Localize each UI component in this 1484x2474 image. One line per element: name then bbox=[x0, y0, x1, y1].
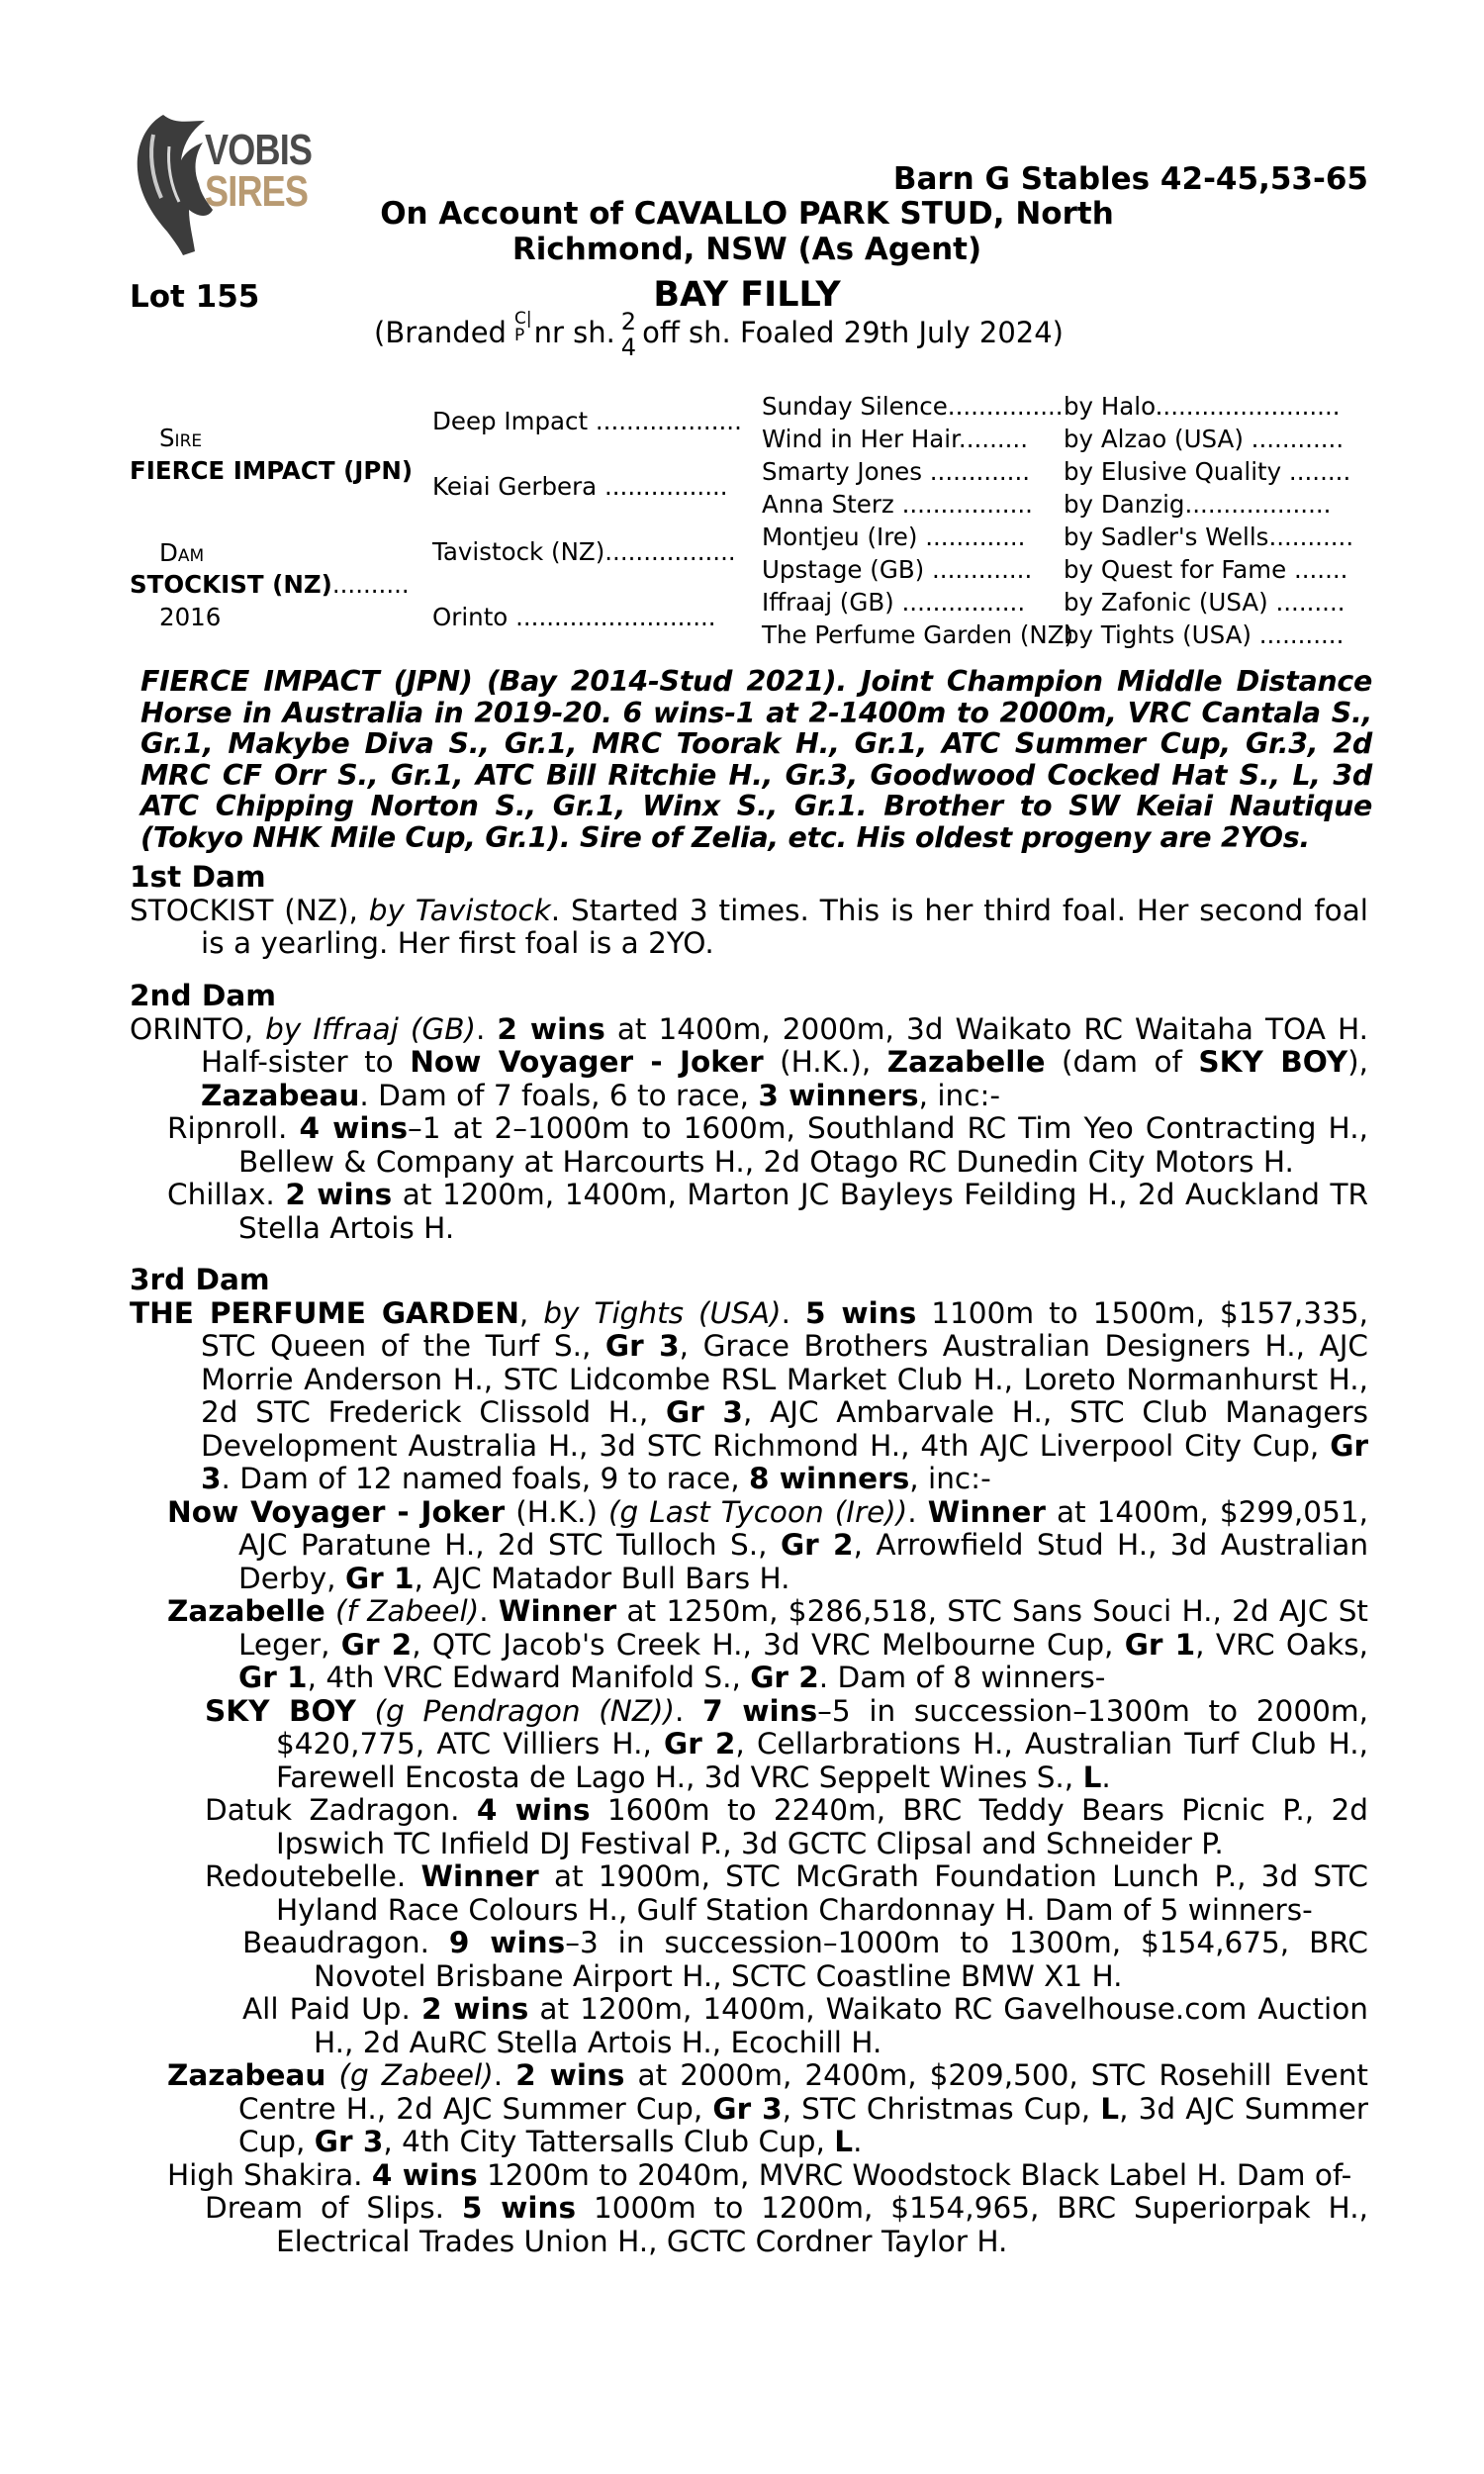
g3: Smarty Jones bbox=[762, 457, 922, 486]
first-dam-desc: . Started 3 times. This is her third foal. Her second foal is a yearling. Her first foal is a 2YO. bbox=[201, 893, 1368, 960]
t: at 1200m, 1400m, Waikato RC Gavelhouse.com Auction H., 2d AuRC Stella Artois H., Ecochill H. bbox=[314, 1992, 1368, 2059]
n: Chillax. bbox=[167, 1178, 286, 1211]
g4b: by Danzig bbox=[1064, 490, 1185, 519]
i: (g Pendragon (NZ)) bbox=[374, 1693, 676, 1728]
account-of: On Account of CAVALLO PARK STUD, North Richmond, NSW (As Agent) bbox=[380, 196, 1114, 267]
g3-4-by: by Danzig................... bbox=[1064, 490, 1332, 519]
t: , 4th VRC Edward Manifold S., bbox=[307, 1661, 751, 1694]
b: Gr 3 bbox=[604, 1329, 680, 1363]
g2b: by Alzao (USA) bbox=[1064, 425, 1244, 453]
b: SKY BOY bbox=[1198, 1045, 1348, 1079]
g6: Upstage (GB) bbox=[762, 555, 925, 584]
logo-text-sires: SIRES bbox=[205, 167, 309, 216]
t: (H.K.), bbox=[763, 1045, 887, 1079]
sire-name: FIERCE IMPACT (JPN) bbox=[130, 456, 414, 485]
b: Gr 3 bbox=[665, 1395, 743, 1429]
g7b: by Zafonic (USA) bbox=[1064, 588, 1268, 617]
dam-year: 2016 bbox=[159, 603, 222, 631]
b: Winner bbox=[927, 1494, 1046, 1529]
t: , inc:- bbox=[909, 1462, 991, 1495]
n: Beaudragon. bbox=[242, 1926, 449, 1959]
b: 3 winners bbox=[758, 1078, 919, 1112]
third-dam-text: THE PERFUME GARDEN, by Tights (USA). 5 wins 1100m to 1500m, $157,335, STC Queen of the Turf S., Gr 3, Grace Brothers Australian Designers H., AJC Morrie Anderson H., STC Lidcombe RSL Market Club H., Loreto Normanhurst H., 2d STC Frederick Clissold H., Gr 3, AJC Ambarvale H., STC Club Managers Development Australia H., 3d STC Richmond H., 4th AJC Liverpool City Cup, Gr 3. Dam of 12 named foals, 9 to race, 8 winners, inc:- bbox=[130, 1295, 1369, 1495]
n: All Paid Up. bbox=[242, 1992, 421, 2026]
brand-pre: (Branded bbox=[374, 316, 507, 349]
g3-3-by: by Elusive Quality ........ bbox=[1064, 457, 1351, 486]
progeny-ripnroll bbox=[130, 1112, 1368, 1179]
g4: Anna Sterz bbox=[762, 490, 894, 519]
b: 5 wins bbox=[461, 2191, 577, 2225]
pedigree-table bbox=[0, 0, 1484, 693]
t: , Arrowfield Stud H., 3d Australian Derby, bbox=[238, 1528, 1369, 1595]
g3b: by Elusive Quality bbox=[1064, 457, 1282, 486]
t: (dam of bbox=[1045, 1045, 1199, 1079]
first-dam-heading: 1st Dam bbox=[130, 860, 266, 894]
n: Ripnroll. bbox=[167, 1111, 300, 1145]
g3-5-by: by Sadler's Wells........... bbox=[1064, 523, 1354, 551]
b: Gr 3 bbox=[314, 2125, 384, 2158]
b: Gr 2 bbox=[340, 1627, 413, 1662]
g2: Wind in Her Hair bbox=[762, 425, 959, 453]
b: 4 wins bbox=[371, 2157, 478, 2192]
b: Zazabelle bbox=[886, 1045, 1046, 1079]
t: 1600m to 2240m, BRC Teddy Bears Picnic P., 2d Ipswich TC Infield DJ Festival P., 3d GCTC Clipsal and Schneider P. bbox=[276, 1793, 1368, 1860]
b: 2 wins bbox=[285, 1178, 393, 1211]
first-dam-by: by Tavistock bbox=[368, 893, 551, 927]
n: High Shakira. bbox=[167, 2157, 372, 2192]
t: , QTC Jacob's Creek H., 3d VRC Melbourne Cup, bbox=[412, 1627, 1125, 1662]
t: –5 in succession–1300m to 2000m, $420,775, ATC Villiers H., bbox=[276, 1693, 1368, 1760]
n: Now Voyager - Joker bbox=[167, 1494, 506, 1529]
dam-label: Dam bbox=[159, 538, 205, 567]
n: Dream of Slips. bbox=[205, 2191, 462, 2225]
progeny-sky-boy: SKY BOY (g Pendragon (NZ)). 7 wins–5 in succession–1300m to 2000m, $420,775, ATC Villiers H., Gr 2, Cellarbrations H., Australian Turf Club H., Farewell Encosta de Lago H., 3d VRC Seppelt Wines S., L. bbox=[205, 1693, 1369, 1794]
progeny-chillax bbox=[130, 1179, 1368, 1245]
g3-7-by: by Zafonic (USA) ......... bbox=[1064, 588, 1345, 617]
t: at 1400m, $299,051, AJC Paratune H., 2d STC Tulloch S., bbox=[238, 1494, 1368, 1562]
t: . Dam of 8 winners- bbox=[818, 1661, 1106, 1694]
logo-text-vobis: VOBIS bbox=[205, 126, 313, 174]
g3-8 bbox=[762, 620, 1073, 650]
t: 1000m to 1200m, $154,965, BRC Superiorpak H., Electrical Trades Union H., GCTC Cordner Taylor H. bbox=[276, 2191, 1368, 2258]
b: L bbox=[1100, 2091, 1120, 2126]
dam-sire-name: Tavistock (NZ) bbox=[432, 537, 605, 566]
third-dam-name: THE PERFUME GARDEN bbox=[130, 1295, 519, 1330]
lot-number: Lot 155 bbox=[130, 279, 260, 315]
progeny-high-shakira bbox=[130, 2159, 1368, 2193]
n: Datuk Zadragon. bbox=[205, 1793, 477, 1827]
second-dam-section bbox=[130, 980, 1368, 1245]
barn-stables: Barn G Stables 42-45,53-65 bbox=[892, 161, 1368, 197]
g3-6-by: by Quest for Fame ....... bbox=[1064, 555, 1348, 584]
t: , AJC Ambarvale H., STC Club Managers Development Australia H., 3d STC Richmond H., 4th AJC Liverpool City Cup, bbox=[201, 1395, 1369, 1463]
b: Gr 1 bbox=[1124, 1627, 1196, 1662]
g5b: by Sadler's Wells bbox=[1064, 523, 1269, 551]
progeny-beaudragon bbox=[130, 1927, 1368, 1993]
first-dam-section bbox=[130, 861, 1368, 961]
dam-dam: Orinto .......................... bbox=[432, 603, 716, 631]
t: at 1200m, 1400m, Marton JC Bayleys Feilding H., 2d Auckland TR Stella Artois H. bbox=[238, 1178, 1368, 1245]
sire-description: FIERCE IMPACT (JPN) (Bay 2014-Stud 2021). Joint Champion Middle Distance Horse in Australia in 2019-20. 6 wins-1 at 2-1400m to 2000m, VRC Cantala S., Gr.1, Makybe Diva S., Gr.1, MRC Toorak H., Gr.1, ATC Summer Cup, Gr.3, 2d MRC CF Orr S., Gr.1, ATC Bill Ritchie H., Gr.3, Goodwood Cocked Hat S., L, 3d ATC Chipping Norton S., Gr.1, Winx S., Gr.1. Brother to SW Keiai Nautique (Tokyo NHK Mile Cup, Gr.1). Sire of Zelia, etc. His oldest progeny are 2YOs. bbox=[140, 665, 1372, 854]
sire-dam-name: Keiai Gerbera bbox=[432, 472, 598, 501]
n: Zazabeau bbox=[167, 2058, 326, 2092]
dam-line: STOCKIST (NZ).......... bbox=[130, 570, 410, 599]
sire-sire: Deep Impact ................... bbox=[432, 407, 742, 435]
g8b: by Tights (USA) bbox=[1064, 620, 1252, 649]
g3-1: Sunday Silence............... bbox=[762, 392, 1064, 421]
b: 2 wins bbox=[497, 1011, 605, 1046]
g3-6: Upstage (GB) ............. bbox=[762, 555, 1033, 584]
first-dam-name: STOCKIST (NZ), bbox=[130, 893, 369, 927]
dam-name: STOCKIST (NZ) bbox=[130, 570, 332, 599]
t: –3 in succession–1000m to 1300m, $154,675, BRC Novotel Brisbane Airport H., SCTC Coastline BMW X1 H. bbox=[314, 1926, 1368, 1993]
t: at 1900m, STC McGrath Foundation Lunch P., 3d STC Hyland Race Colours H., Gulf Station Chardonnay H. Dam of 5 winners- bbox=[276, 1859, 1368, 1927]
b: Gr 2 bbox=[664, 1727, 736, 1760]
progeny-now-voyager: Now Voyager - Joker (H.K.) (g Last Tycoon (Ire)). Winner at 1400m, $299,051, AJC Paratune H., 2d STC Tulloch S., Gr 2, Arrowfield Stud H., 3d Australian Derby, Gr 1, AJC Matador Bull Bars H. bbox=[167, 1494, 1369, 1595]
g3-2: Wind in Her Hair......... bbox=[762, 425, 1029, 453]
n: Redoutebelle. bbox=[205, 1859, 421, 1893]
t: . bbox=[1101, 1760, 1111, 1794]
t: , STC Christmas Cup, bbox=[782, 2091, 1101, 2126]
b: Gr 2 bbox=[750, 1661, 819, 1694]
t: (H.K.) bbox=[505, 1494, 609, 1529]
progeny-zazabelle: Zazabelle (f Zabeel). Winner at 1250m, $286,518, STC Sans Souci H., 2d AJC St Leger, Gr 2, QTC Jacob's Creek H., 3d VRC Melbourne Cup, Gr 1, VRC Oaks, Gr 1, 4th VRC Edward Manifold S., Gr 2. Dam of 8 winners- bbox=[167, 1594, 1369, 1694]
t: at 2000m, 2400m, $209,500, STC Rosehill Event Centre H., 2d AJC Summer Cup, bbox=[238, 2058, 1368, 2126]
b: Gr 3 bbox=[712, 2091, 783, 2126]
t: , 3d AJC Summer Cup, bbox=[238, 2091, 1369, 2158]
b: 5 wins bbox=[804, 1295, 917, 1330]
third-dam-heading: 3rd Dam bbox=[130, 1263, 270, 1296]
t: . bbox=[853, 2125, 863, 2158]
t: at 1400m, 2000m, 3d Waikato RC Waitaha TOA H. Half-sister to bbox=[201, 1011, 1368, 1079]
g1: Sunday Silence bbox=[762, 392, 948, 421]
t: ), bbox=[1347, 1045, 1368, 1079]
b: Winner bbox=[420, 1859, 539, 1893]
brand-mark-top: C| bbox=[513, 309, 532, 329]
b: Gr 1 bbox=[344, 1561, 415, 1595]
n: Zazabelle bbox=[167, 1594, 325, 1628]
g3-1-by: by Halo........................ bbox=[1064, 392, 1341, 421]
b: 2 wins bbox=[420, 1992, 529, 2026]
progeny-all-paid-up bbox=[130, 1993, 1368, 2059]
lot-title: BAY FILLY bbox=[653, 275, 841, 315]
sire-label: Sire bbox=[159, 424, 203, 452]
g6b: by Quest for Fame bbox=[1064, 555, 1287, 584]
dam-dam-name: Orinto bbox=[432, 603, 509, 631]
progeny-dream-of-slips bbox=[130, 2192, 1368, 2258]
b: Winner bbox=[498, 1594, 617, 1628]
g8: The Perfume Garden (NZ) bbox=[762, 620, 1074, 649]
g3-3: Smarty Jones ............. bbox=[762, 457, 1031, 486]
dam-sire: Tavistock (NZ)................. bbox=[432, 537, 736, 566]
g3-5: Montjeu (Ire) ............. bbox=[762, 523, 1026, 551]
b: Gr 1 bbox=[238, 1661, 308, 1694]
g3-8-by: by Tights (USA) ........... bbox=[1064, 620, 1345, 649]
b: Zazabeau bbox=[201, 1078, 360, 1112]
b: Gr 2 bbox=[780, 1528, 854, 1562]
sire-dam: Keiai Gerbera ................ bbox=[432, 472, 728, 501]
b: 9 wins bbox=[448, 1926, 566, 1959]
n: SKY BOY bbox=[205, 1693, 356, 1728]
fraction-den: 4 bbox=[620, 333, 637, 361]
second-dam-name: ORINTO, bbox=[130, 1011, 266, 1046]
third-dam-section bbox=[130, 1264, 1368, 2258]
t: , Cellarbrations H., Australian Turf Club H., Farewell Encosta de Lago H., 3d VRC Seppelt Wines S., bbox=[276, 1727, 1369, 1794]
i: (g Last Tycoon (Ire)) bbox=[608, 1494, 908, 1529]
t: at 1250m, $286,518, STC Sans Souci H., 2d AJC St Leger, bbox=[238, 1594, 1368, 1662]
b: L bbox=[1082, 1760, 1102, 1794]
b: Now Voyager - Joker bbox=[410, 1045, 764, 1079]
t: , VRC Oaks, bbox=[1195, 1627, 1369, 1662]
progeny-datuk-zadragon bbox=[130, 1794, 1368, 1860]
i: (g Zabeel) bbox=[338, 2058, 494, 2092]
progeny-redoutebelle bbox=[130, 1860, 1368, 1927]
i: (f Zabeel) bbox=[335, 1594, 480, 1628]
t: 1100m to 1500m, $157,335, STC Queen of the Turf S., bbox=[201, 1295, 1368, 1363]
progeny-zazabeau: Zazabeau (g Zabeel). 2 wins at 2000m, 2400m, $209,500, STC Rosehill Event Centre H., 2d AJC Summer Cup, Gr 3, STC Christmas Cup, L, 3d AJC Summer Cup, Gr 3, 4th City Tattersalls Club Cup, L. bbox=[167, 2058, 1369, 2158]
b: 4 wins bbox=[299, 1111, 409, 1145]
t: –1 at 2–1000m to 1600m, Southland RC Tim Yeo Contracting H., Bellew & Company at Harcourts H., 2d Otago RC Dunedin City Motors H. bbox=[238, 1111, 1368, 1179]
g3-2-by: by Alzao (USA) ............ bbox=[1064, 425, 1345, 453]
t: . Dam of 12 named foals, 9 to race, bbox=[221, 1462, 749, 1495]
b: 8 winners bbox=[748, 1462, 910, 1495]
second-dam-heading: 2nd Dam bbox=[130, 979, 277, 1012]
brand-post: off sh. Foaled 29th July 2024) bbox=[642, 316, 1064, 349]
g5: Montjeu (Ire) bbox=[762, 523, 918, 551]
t: 1200m to 2040m, MVRC Woodstock Black Label H. Dam of- bbox=[477, 2157, 1352, 2192]
b: 7 wins bbox=[702, 1693, 818, 1728]
b: 4 wins bbox=[476, 1793, 591, 1827]
sire-sire-name: Deep Impact bbox=[432, 407, 589, 435]
third-dam-by: by Tights (USA) bbox=[543, 1295, 782, 1330]
fraction-num: 2 bbox=[620, 308, 637, 335]
g1b: by Halo bbox=[1064, 392, 1156, 421]
g3-7: Iffraaj (GB) ................ bbox=[762, 588, 1026, 617]
t: . Dam of 7 foals, 6 to race, bbox=[359, 1078, 759, 1112]
brand-mid: nr sh. bbox=[533, 316, 615, 349]
b: Gr 3 bbox=[201, 1428, 1368, 1495]
t: , Grace Brothers Australian Designers H., AJC Morrie Anderson H., STC Lidcombe RSL Market Club H., Loreto Normanhurst H., 2d STC Frederick Clissold H., bbox=[201, 1329, 1368, 1429]
brand-mark-bottom: P bbox=[513, 326, 525, 345]
second-dam-text bbox=[130, 1013, 1368, 1113]
second-dam-by: by Iffraaj (GB) bbox=[265, 1011, 476, 1046]
g3-4: Anna Sterz ................. bbox=[762, 490, 1033, 519]
t: , inc:- bbox=[918, 1078, 1001, 1112]
t: . bbox=[475, 1011, 498, 1046]
b: 2 wins bbox=[515, 2058, 625, 2092]
t: , 4th City Tattersalls Club Cup, bbox=[383, 2125, 835, 2158]
b: L bbox=[834, 2125, 854, 2158]
g7: Iffraaj (GB) bbox=[762, 588, 894, 617]
first-dam-text bbox=[130, 895, 1368, 961]
t: , AJC Matador Bull Bars H. bbox=[414, 1561, 790, 1595]
